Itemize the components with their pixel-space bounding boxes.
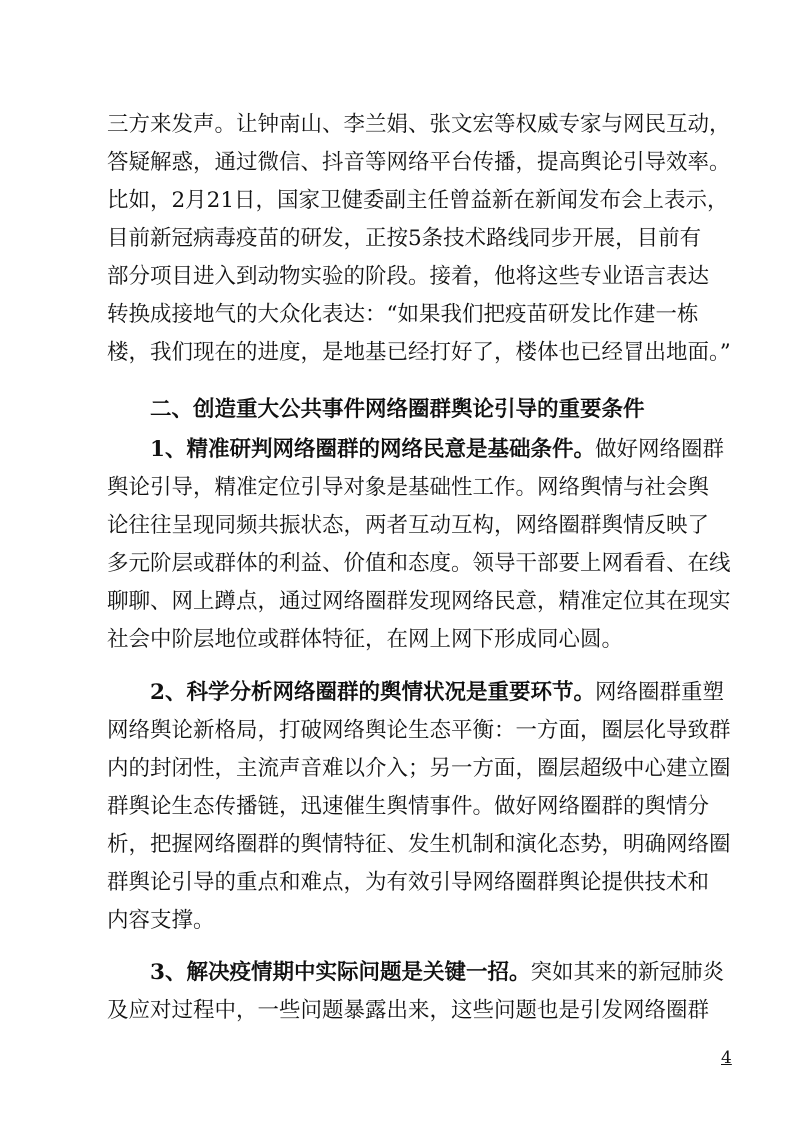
paragraph-line: 多元阶层或群体的利益、价值和态度。领导干部要上网看看、在线 [107,551,731,576]
paragraph-1 [107,106,731,372]
paragraph-line: 群舆论引导的重点和难点，为有效引导网络圈群舆论提供技术和 [107,870,710,895]
paragraph-line: 群舆论生态传播链，迅速催生舆情事件。做好网络圈群的舆情分 [107,794,710,819]
paragraph-line: 转换成接地气的大众化表达：“如果我们把疫苗研发比作建一栋 [107,302,699,327]
paragraph-lead: 1、精准研判网络圈群的网络民意是基础条件。 [150,437,595,462]
paragraph-4 [107,954,724,1030]
paragraph-line: 比如，2月21日，国家卫健委副主任曾益新在新闻发布会上表示， [107,188,729,213]
paragraph-line: 舆论引导，精准定位引导对象是基础性工作。网络舆情与社会舆 [107,475,710,500]
paragraph-line: 及应对过程中，一些问题暴露出来，这些问题也是引发网络圈群 [107,998,710,1023]
page-number: 4 [721,1048,732,1068]
section-heading: 二、创造重大公共事件网络圈群舆论引导的重要条件 [150,397,645,422]
paragraph-line: 社会中阶层地位或群体特征，在网上网下形成同心圆。 [107,627,624,652]
paragraph-line: 三方来发声。让钟南山、李兰娟、张文宏等权威专家与网民互动， [107,112,731,137]
paragraph-2 [107,431,731,659]
paragraph-text: 网络圈群重塑 [594,680,724,705]
paragraph-first-line [107,954,724,992]
paragraph-line: 论往往呈现同频共振状态，两者互动互构，网络圈群舆情反映了 [107,513,710,538]
paragraph-line: 答疑解惑，通过微信、抖音等网络平台传播，提高舆论引导效率。 [107,150,731,175]
paragraph-line: 聊聊、网上蹲点，通过网络圈群发现网络民意，精准定位其在现实 [107,589,731,614]
paragraph-lead: 2、科学分析网络圈群的舆情状况是重要环节。 [150,680,595,705]
paragraph-line: 网络舆论新格局，打破网络舆论生态平衡：一方面，圈层化导致群 [107,718,731,743]
paragraph-3 [107,674,731,940]
paragraph-text: 突如其来的新冠肺炎 [530,960,724,985]
paragraph-line: 目前新冠病毒疫苗的研发，正按5条技术路线同步开展，目前有 [107,226,702,251]
paragraph-lead: 3、解决疫情期中实际问题是关键一招。 [150,960,531,985]
paragraph-first-line [107,431,724,469]
paragraph-line: 内容支撑。 [107,908,215,933]
paragraph-line: 内的封闭性，主流声音难以介入；另一方面，圈层超级中心建立圈 [107,756,731,781]
paragraph-first-line [107,674,724,712]
paragraph-line: 楼，我们现在的进度，是地基已经打好了，楼体也已经冒出地面。” [107,340,731,365]
paragraph-line: 析，把握网络圈群的舆情特征、发生机制和演化态势，明确网络圈 [107,832,731,857]
paragraph-text: 做好网络圈群 [594,437,724,462]
paragraph-line: 部分项目进入到动物实验的阶段。接着，他将这些专业语言表达 [107,264,710,289]
